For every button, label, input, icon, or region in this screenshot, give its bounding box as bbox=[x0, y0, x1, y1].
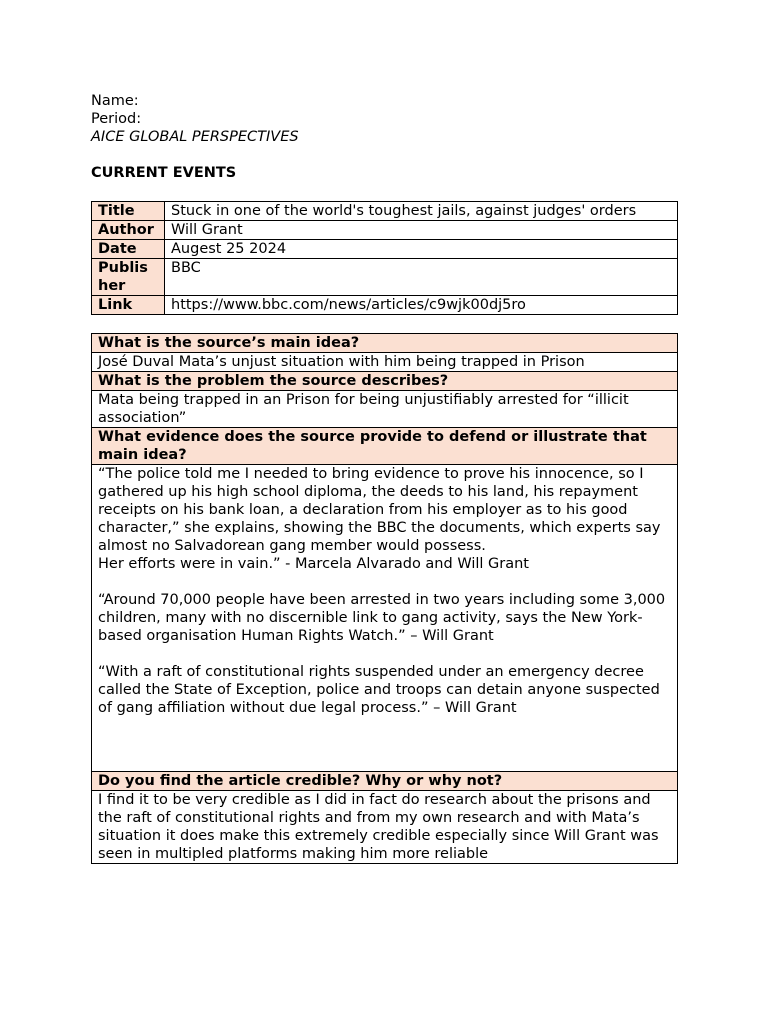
section-title: CURRENT EVENTS bbox=[91, 165, 237, 181]
evidence-quote-1: “The police told me I needed to bring evidence to prove his innocence, so I gathered up his high school diploma, the deeds to his land, his repayment receipts on his bank loan, a declaration from his employer as to his good character,” she explains, showing the BBC the documents, which experts say almost no Salvadorean gang member would possess. bbox=[98, 466, 666, 554]
author-row bbox=[92, 221, 678, 240]
question-problem: What is the problem the source describes? bbox=[92, 372, 678, 391]
evidence-quote-3: “With a raft of constitutional rights suspended under an emergency decree called the State of Exception, police and troops can detain anyone suspected of gang affiliation without due legal process.” – Will Grant bbox=[98, 664, 665, 716]
evidence-quote-2: “Around 70,000 people have been arrested in two years including some 3,000 children, many with no discernible link to gang activity, says the New York-based organisation Human Rights Watch.” – Will Grant bbox=[98, 592, 670, 644]
publisher-label-line-2: her bbox=[98, 278, 126, 294]
link-row bbox=[92, 296, 678, 315]
answer-problem: Mata being trapped in an Prison for being unjustifiably arrested for “illicit association” bbox=[92, 391, 678, 428]
period-label: Period: bbox=[91, 111, 142, 127]
author-value: Will Grant bbox=[165, 221, 678, 240]
title-row bbox=[92, 202, 678, 221]
article-info-table bbox=[91, 201, 678, 315]
link-value[interactable]: https://www.bbc.com/news/articles/c9wjk00dj5ro bbox=[165, 296, 678, 315]
publisher-label bbox=[92, 259, 165, 296]
question-evidence: What evidence does the source provide to defend or illustrate that main idea? bbox=[92, 428, 678, 465]
document-page bbox=[91, 92, 678, 864]
author-label: Author bbox=[92, 221, 165, 240]
course-title: AICE GLOBAL PERSPECTIVES bbox=[91, 129, 299, 145]
answer-credibility: I find it to be very credible as I did in fact do research about the prisons and the raft of constitutional rights and from my own research and with Mata’s situation it does make this extremely credible especially since Will Grant was seen in multipled platforms making him more reliable bbox=[92, 791, 678, 864]
publisher-value: BBC bbox=[165, 259, 678, 296]
title-value: Stuck in one of the world's toughest jails, against judges' orders bbox=[165, 202, 678, 221]
date-label: Date bbox=[92, 240, 165, 259]
question-credibility: Do you find the article credible? Why or why not? bbox=[92, 772, 678, 791]
question-main-idea: What is the source’s main idea? bbox=[92, 334, 678, 353]
evidence-attribution-1: Her efforts were in vain.” - Marcela Alvarado and Will Grant bbox=[98, 556, 529, 572]
publisher-label-line-1: Publis bbox=[98, 260, 148, 276]
date-value: Augest 25 2024 bbox=[165, 240, 678, 259]
publisher-row bbox=[92, 259, 678, 296]
link-label: Link bbox=[92, 296, 165, 315]
answer-evidence bbox=[92, 465, 678, 772]
name-label: Name: bbox=[91, 93, 139, 109]
title-label: Title bbox=[92, 202, 165, 221]
date-row bbox=[92, 240, 678, 259]
answer-main-idea: José Duval Mata’s unjust situation with him being trapped in Prison bbox=[92, 353, 678, 372]
questions-table bbox=[91, 333, 678, 864]
